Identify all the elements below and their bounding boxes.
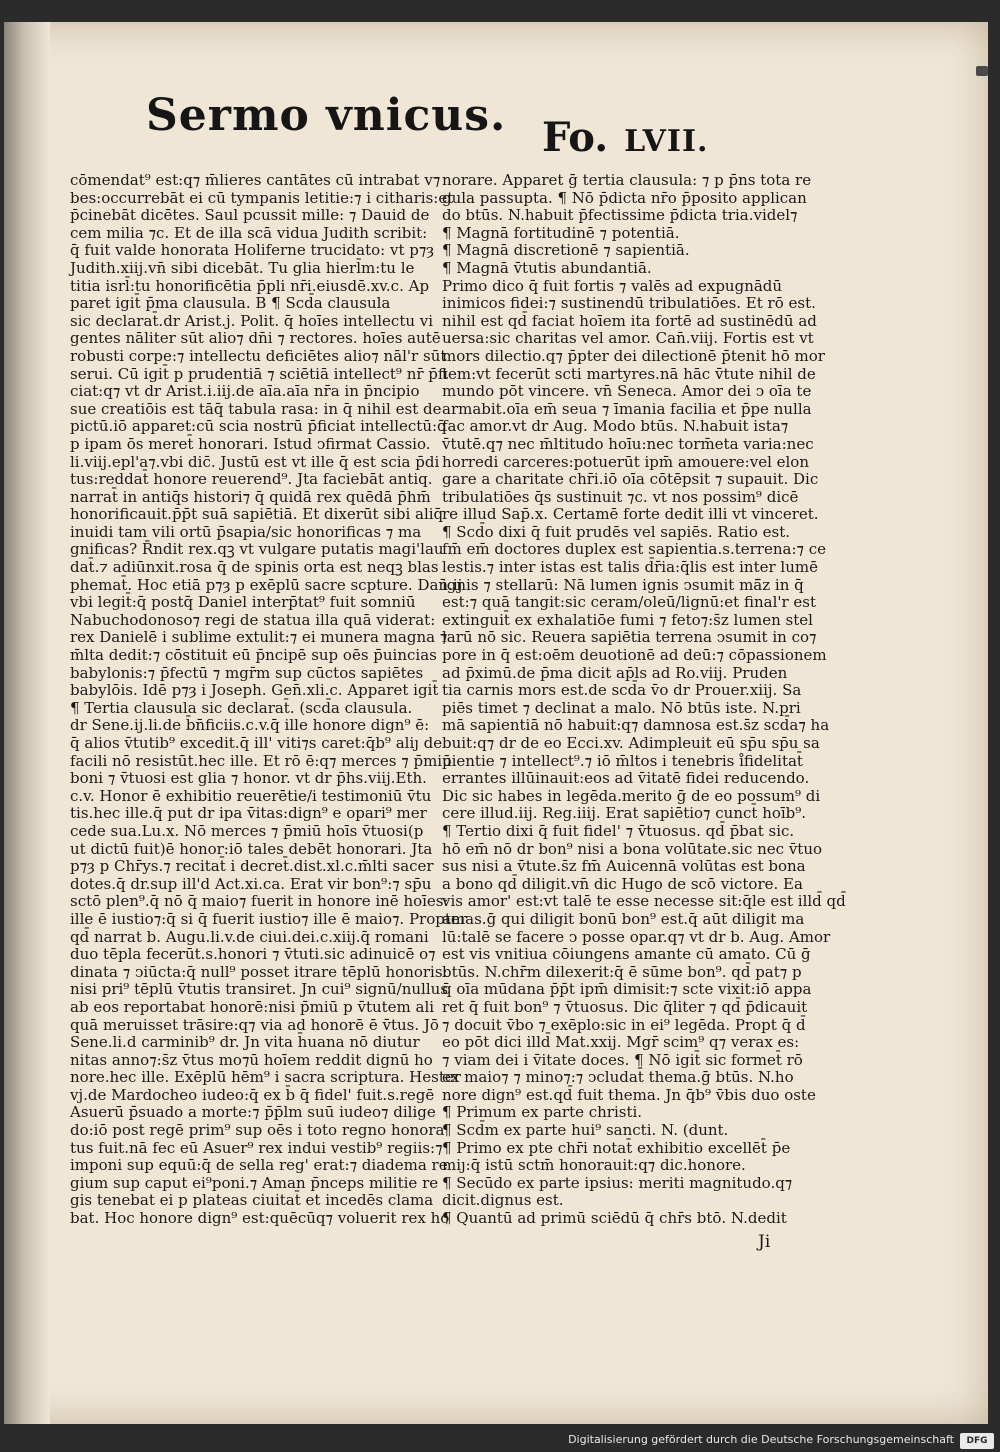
running-title: Sermo vnicus. <box>146 90 507 141</box>
text-column-right <box>442 171 846 1228</box>
text-line: li.viij.epl'a⁊.vbi dic̄. Justū est vt ille q̄ est scia p̄di <box>70 452 440 471</box>
text-line: ciat:q⁊ vt dr Arist.i.iij.de aīa.aīa nr̄a in p̄ncipio <box>70 382 420 401</box>
text-line: sue creatiōis est tāq̄ tabula rasa: in q̄ nihil est de <box>70 399 442 418</box>
text-line: duo tēpla fecerūt.s.honori ⁊ v̄tuti.sic adinuicē o⁊ <box>70 945 436 964</box>
text-line: tus fuit.nā fec eū Asuer⁹ rex indui vestib⁹ regiis:⁊ <box>70 1138 443 1157</box>
text-line: inimicos fidei:⁊ sustinendū tribulatiōes. Et rō est. <box>442 294 816 313</box>
text-line: nitas anno⁊:s̄z v̄tus mo⁊ū hoīem reddit dignū ho <box>70 1050 433 1069</box>
text-line: mā sapientiā nō habuit:q⁊ damnosa est.s̄z scd̄a⁊ ha <box>442 716 830 735</box>
text-line: cere illud.iij. Reg.iiij. Erat sapiētio⁊ cunct̄ hoīb⁹. <box>442 804 807 823</box>
text-line: tem:vt fecerūt scti martyres.nā hāc v̄tute nihil de <box>442 364 816 383</box>
text-line: do btūs. N.habuit p̄fectissime p̄dicta tria.videl⁊ <box>442 206 798 225</box>
text-line: ¶ Scd̄o dixi q̄ fuit prudēs vel sapiēs. Ratio est. <box>442 522 791 541</box>
text-line: piēs timet ⁊ declinat a malo. Nō btūs iste. N.pri <box>442 698 801 717</box>
text-line: extinguit̄ ex exhalatiōe fumi ⁊ feto⁊:s̄z lumen stel <box>442 610 813 629</box>
text-line: Sene.li.d carminib⁹ dr. Jn vita h̄uana nō diutur <box>70 1033 420 1052</box>
text-line: tus:reddat̄ honore reuerend⁹. Jta faciebāt antiq. <box>70 470 433 489</box>
text-line: bat. Hoc honore dign⁹ est:quēcūq⁊ voluerit rex ho <box>70 1209 450 1228</box>
text-line: narrat̄ in antiq̄s histori⁊ q̄ quidā rex quēdā p̄hm̄ <box>70 487 431 506</box>
text-line: ¶ Primum ex parte christi. <box>442 1103 643 1122</box>
text-line: mundo pōt vincere. vn̄ Seneca. Amor dei ↄ oīa te <box>442 382 812 401</box>
text-line: babylōis. Idē p⁊ȝ i Joseph. Gen̄.xli.c. Apparet igit̄ <box>70 681 439 700</box>
text-line: ¶ Secūdo ex parte ipsius: meriti magnitudo.q⁊ <box>442 1173 793 1192</box>
text-line: re illud Sap̄.x. Certamē forte dedit illi vt vinceret. <box>442 505 819 524</box>
text-line: est vis vnitiua cōiungens amante cū amato. Cū ḡ <box>442 945 811 964</box>
text-line: ¶ Magnā v̄tutis abundantiā. <box>442 258 652 277</box>
text-line: cem milia ⁊c. Et de illa scā vidua Judith scribit: <box>70 223 428 242</box>
text-line: inuidi tam vili ortū p̄sapia/sic honorificas ⁊ ma <box>70 522 422 541</box>
text-line: lestis.⁊ inter istas est talis d̄r̄ia:q̄lis est inter lumē <box>442 558 818 577</box>
text-line: p⁊ȝ p Chr̄ys.⁊ recitat̄ i decret̄.dist.xl.c.m̄lti sacer <box>70 857 434 876</box>
text-line: vj.de Mardocheo iudeo:q̄ ex b̄ q̄ fidel' fuit.s.regē <box>70 1085 435 1104</box>
text-line: vis amor' est:vt talē te esse necesse sit:q̄le est illd̄ qd̄ <box>442 892 846 911</box>
text-line: pore in q̄ est:oēm deuotionē ad deū:⁊ cōpassionem <box>442 646 827 665</box>
text-line: buit:q⁊ dr de eo Ecci.xv. Adimpleuit eū sp̄u sp̄u sa <box>442 734 820 752</box>
text-line: gium sup caput ei⁹poni.⁊ Aman p̄nceps militie re <box>70 1173 439 1192</box>
text-line: fm̄ em̄ doctores duplex est sapientia.s.terrena:⁊ ce <box>442 540 827 559</box>
text-line: m̄lta dedit:⁊ cōstituit eū p̄ncipē sup oēs p̄uincias <box>70 646 437 665</box>
text-line: ut dictū fuit)ē honor:iō tales debēt honorari. Jta <box>70 839 433 858</box>
text-line: ¶ Tertio dixi q̄ fuit fidel' ⁊ v̄tuosus. qd̄ p̄bat sic. <box>442 821 795 840</box>
text-line: ignis ⁊ stellarū: Nā lumen ignis ↄsumit mā̄z in q̄ <box>442 575 804 594</box>
text-line: ¶ Magnā fortitudinē ⁊ potentiā. <box>442 223 680 242</box>
text-line: hō em̄ nō dr bon⁹ nisi a bona volūtate.sic nec v̄tuo <box>442 839 823 858</box>
text-line: vbi legit̄:q̄ postq̄ Daniel interp̄tat⁹ fuit somniū <box>70 593 416 612</box>
text-line: ¶ Primo ex pte chr̄i notat̄ exhibitio excellēt̄ p̄e <box>442 1138 791 1157</box>
bookmark-tab <box>976 66 988 76</box>
text-line: q̄ oīa mūdana p̄p̄t ipm̄ dimisit:⁊ scte vixit:iō appa <box>442 980 812 999</box>
text-line: est:⁊ quā tangit:sic ceram/oleū/lignū:et final'r est <box>442 593 817 612</box>
text-line: ⁊ docuit v̄bo ⁊ exēplo:sic in ei⁹ legēda. Propt q̄ d̄ <box>442 1015 806 1034</box>
text-line: rex Danielē i sublime extulit:⁊ ei munera magna ⁊ <box>70 628 448 647</box>
digitization-credit: Digitalisierung gefördert durch die Deutsche Forschungsgemeinschaft <box>568 1433 954 1446</box>
text-line: tribulatiōes q̄s sustinuit ⁊c. vt nos possim⁹ dicē <box>442 487 799 506</box>
text-line: ille ē iustio⁊:q̄ si q̄ fuerit iustio⁊ ille ē maio⁊. Propter <box>70 909 467 928</box>
text-line: dat̄.⁊ adiūnxit.rosa q̄ de spinis orta est neqꝫ blas <box>70 558 439 577</box>
text-line: titia isrl̄:tu honorificētia p̄pli nr̄i.eiusdē.xv.c. Ap <box>70 276 430 295</box>
text-line: nore dign⁹ est.qd̄ fuit thema. Jn q̄b⁹ v̄bis duo oste <box>442 1085 816 1104</box>
text-line: paret igit̄ p̄ma clausula. B ¶ Scd̄a clausula <box>70 294 391 313</box>
text-line: armabit.oīa em̄ seua ⁊ īmania facilia et p̄pe nulla <box>442 399 812 418</box>
text-line: a bono qd̄ diligit.vn̄ dic Hugo de scō victore. Ea <box>442 874 803 893</box>
text-line: miȷ:q̄ istū sctm̄ honorauit:q⁊ dic.honore. <box>442 1156 746 1175</box>
text-line: gentes nāliter sūt alio⁊ dn̄i ⁊ rectores. hoīes autē <box>70 329 441 348</box>
folio-number: LVII. <box>624 124 709 159</box>
text-line: Asuerū p̄suado a morte:⁊ p̄p̄lm suū iudeo⁊ dilige <box>70 1103 436 1122</box>
text-line: tia carnis mors est.de scd̄a v̄o dr Prouer.xiij. Sa <box>442 681 802 700</box>
text-line: ret q̄ fuit bon⁹ ⁊ v̄tuosus. Dic q̄liter ⁊ qd̄ p̄dicauit <box>442 997 808 1016</box>
text-line: phemat̄. Hoc etiā p⁊ȝ p exēplū sacre scpture. Dan̄.ij <box>70 575 463 594</box>
text-line: imponi sup equū:q̄ de sella reg' erat:⁊ diadema re <box>70 1156 448 1175</box>
text-line: uersa:sic charitas vel amor. Can̄.viij. Fortis est vt <box>442 329 814 348</box>
text-line: v̄tutē.q⁊ nec m̄ltitudo hoīu:nec torm̄eta varia:nec <box>442 434 814 453</box>
dfg-logo: DFG <box>960 1433 994 1449</box>
text-line: ¶ Magnā discretionē ⁊ sapientiā. <box>442 241 690 260</box>
text-line: Nabuchodonoso⁊ regi de statua illa quā viderat: <box>70 610 436 629</box>
text-line: ex maio⁊ ⁊ mino⁊:⁊ ↄcludat̄ thema.ḡ btūs. N.ho <box>442 1068 794 1087</box>
text-line: p ipam ōs meret̄ honorari. Istud ↄfirmat Cassio. <box>70 434 431 453</box>
text-line: eo pōt dici illd̄ Mat.xxij. Mgr̄ scim⁹ q⁊ verax es: <box>442 1033 800 1052</box>
text-line: sic declarat̄.dr Arist.j. Polit. q̄ hoīes intellectu vi <box>70 311 434 330</box>
text-line: p̄cinebāt dicētes. Saul pcussit mille: ⁊ Dauid de <box>70 206 430 225</box>
text-line: bes:occurrebāt ei cū tympanis letitie:⁊ i citharis:et <box>70 188 454 207</box>
text-line: honorificauit.p̄p̄t suā sapiētiā. Et dixerūt sibi aliq̄ <box>70 505 444 524</box>
book-page <box>4 22 988 1424</box>
text-line: dinata ⁊ ↄiūcta:q̄ null⁹ posset itrare tēplū honoris: <box>70 962 448 981</box>
text-line: amas.ḡ qui diligit bonū bon⁹ est.q̄ aūt diligit ma <box>442 909 805 928</box>
text-line: ¶ Tertia clausula sic declarat̄. (scd̄a clausula. <box>70 698 413 717</box>
text-line: cede sua.Lu.x. Nō merces ⁊ p̄miū hoīs v̄tuosi(p <box>70 821 424 840</box>
text-line: pientie ⁊ intellect⁹.⁊ iō m̄ltos i tenebris i̊fidelitat̄ <box>442 751 803 770</box>
text-line: cōmendat⁹ est:q⁊ m̄lieres cantātes cū intrabat v⁊ <box>70 171 441 189</box>
text-line: quā meruisset trāsire:q⁊ via ad honorē ē v̄tus. Jō <box>70 1015 439 1034</box>
text-line: horredi carceres:potuerūt ipm̄ amouere:vel elon <box>442 452 810 471</box>
text-line: boni ⁊ v̄tuosi est glia ⁊ honor. vt dr p̄hs.viij.Eth. <box>70 769 427 788</box>
text-line: robusti corpe:⁊ intellectu deficiētes alio⁊ nāl'r sūt <box>70 346 447 365</box>
folio-header <box>542 114 708 161</box>
text-line: fac amor.vt dr Aug. Modo btūs. N.habuit ista⁊ <box>442 417 789 436</box>
folio-label: Fo. <box>542 114 609 161</box>
text-line: serui. Cū igit̄ p prudentiā ⁊ sciētiā intellect⁹ nr̄ p̄fi <box>70 364 448 383</box>
text-line: btūs. N.chr̄m dilexerit:q̄ ē sūme bon⁹. qd̄ pat⁊ p <box>442 962 802 981</box>
text-line: dicit.dignus est. <box>442 1191 564 1210</box>
text-line: sus nisi a v̄tute.s̄z fm̄ Auicennā volūtas est bona <box>442 857 806 876</box>
text-line: ¶ Quantū ad primū sciēdū q̄ chr̄s btō. N.dedit <box>442 1209 787 1228</box>
text-line: pictū.iō apparet:cū scia nostrū p̄ficiat intellectū:q̄ <box>70 417 447 436</box>
text-line: larū nō sic. Reuera sapiētia terrena ↄsumit in co⁊ <box>442 628 817 647</box>
text-line: facili nō resistūt.hec ille. Et rō ē:q⁊ merces ⁊ p̄miū <box>70 751 452 770</box>
text-line: lū:talē se facere ↄ posse opar.q⁊ vt dr b. Aug. Amor <box>442 927 831 946</box>
text-line: gis tenebat ei p plateas ciuitat̄ et incedēs clama <box>70 1191 434 1210</box>
text-line: Primo dico q̄ fuit fortis ⁊ valēs ad expugnādū <box>442 276 783 295</box>
text-column-left <box>70 171 467 1228</box>
text-line: nihil est qd̄ faciat hoīem ita fortē ad sustinēdū ad <box>442 311 817 330</box>
text-line: Dic sic habes in legēda.merito ḡ de eo possum⁹ di <box>442 786 821 805</box>
text-line: mors dilectio.q⁊ p̄pter dei dilectionē p̄tenit hō mor <box>442 346 825 365</box>
text-line: q̄ fuit valde honorata Holiferne trucidato: vt p⁊ȝ <box>70 241 435 260</box>
text-line: ab eos reportabat honorē:nisi p̄miū p v̄tutem ali <box>70 997 435 1016</box>
text-line: do:iō post regē prim⁹ sup oēs i toto regno honora <box>70 1121 445 1140</box>
text-line: nore.hec ille. Exēplū hēm⁹ i sacra scriptura. Hester <box>70 1068 461 1087</box>
text-line: babylonis:⁊ p̄fectū ⁊ mgr̄m sup cūctos sapiētes <box>70 663 424 682</box>
text-line: gare a charitate chr̄i.iō oīa cōtēpsit ⁊ supauit. Dic <box>442 470 819 489</box>
page-gutter <box>4 22 50 1424</box>
text-line: ⁊ viam dei i v̄itate doces. ¶ Nō igit̄ sic formet̄ rō <box>442 1050 803 1069</box>
text-line: ¶ Scd̄m ex parte hui⁹ sancti. N. (dunt. <box>442 1121 729 1140</box>
text-line: c.v. Honor ē exhibitio reuerētie/i testimoniū v̄tu <box>70 786 432 805</box>
text-line: errantes illūinauit:eos ad v̄itatē fidei reducendo. <box>442 769 810 788</box>
text-line: dr Sene.ij.li.de b̄n̄ficiis.c.v.q̄ ille honore dign⁹ ē: <box>70 716 430 735</box>
text-line: dotes.q̄ dr.sup ill'd Act.xi.ca. Erat vir bon⁹:⁊ sp̄u <box>70 874 432 893</box>
text-line: nisi pri⁹ tēplū v̄tutis transiret. Jn cui⁹ signū/nullus <box>70 980 448 999</box>
text-line: Judith.xiij.vn̄ sibi dicebāt. Tu glia hierl̄m:tu le <box>70 258 415 277</box>
text-line: sctō plen⁹.q̄ nō q̄ maio⁊ fuerit in honore inē hoīes: <box>70 892 449 911</box>
catchword: Ji <box>758 1232 771 1252</box>
text-line: norare. Apparet ḡ tertia clausula: ⁊ p p̄ns tota re <box>442 171 812 189</box>
text-line: tis.hec ille.q̄ put dr ipa v̄itas:dign⁹ e opari⁹ mer <box>70 804 427 823</box>
text-line: qd̄ narrat b. Augu.li.v.de ciui.dei.c.xiij.q̄ romani <box>70 927 429 946</box>
text-line: gula passupta. ¶ Nō p̄dicta nr̄o p̄posito applican <box>442 188 807 207</box>
text-line: gnificas? R̄ndit rex.qꝫ vt vulgare putatis magi'lau <box>70 540 444 559</box>
text-line: ad p̄ximū.de p̄ma dicit ap̄ls ad Ro.viij. Pruden <box>442 663 788 682</box>
text-line: q̄ alios v̄tutib⁹ excedit.q̄ ill' viti⁊s caret:q̄b⁹ aliȷ de <box>70 734 443 752</box>
